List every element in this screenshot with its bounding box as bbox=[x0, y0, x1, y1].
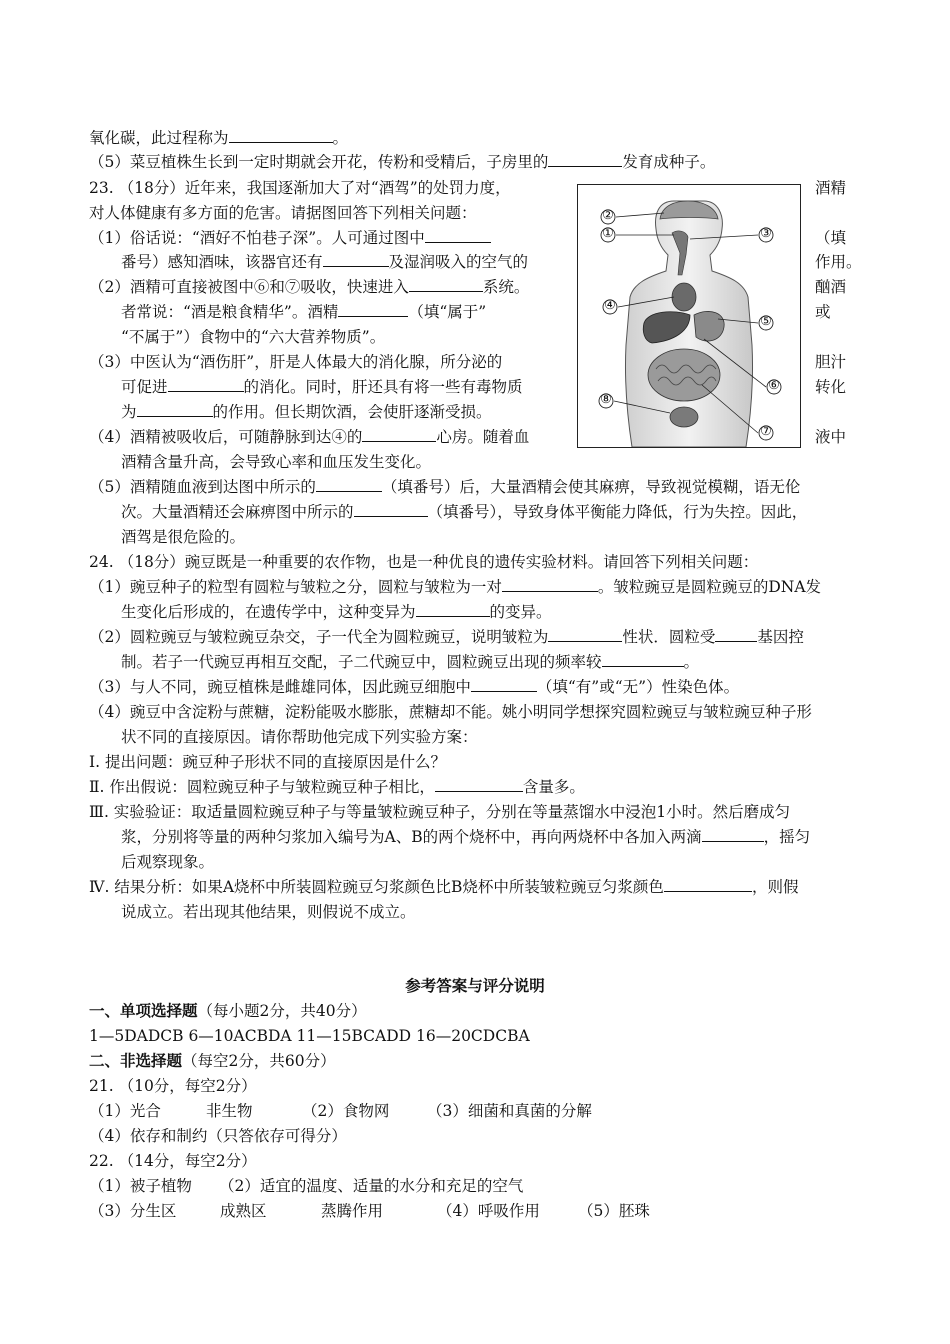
q23-line-8-right: 胆汁 bbox=[815, 353, 847, 371]
q23-line-2: 对人体健康有多方面的危害。请据图回答下列相关问题： bbox=[89, 204, 477, 222]
section-1-heading bbox=[89, 1001, 367, 1021]
text: 一、单项选择题 bbox=[89, 1001, 198, 1020]
q24-line-14 bbox=[89, 877, 798, 897]
text: （4）酒精被吸收后，可随静脉到达④的 bbox=[89, 428, 363, 446]
label-3: ③ bbox=[760, 226, 772, 241]
text: 可促进 bbox=[121, 378, 168, 396]
text: 。 bbox=[683, 653, 700, 671]
q22-answer-5: 蒸腾作用 bbox=[321, 1202, 384, 1220]
q23-line-10 bbox=[121, 402, 492, 422]
text: 二、非选择题 bbox=[89, 1051, 183, 1070]
text: 氧化碳，此过程称为 bbox=[89, 129, 229, 147]
text: Ⅳ. 结果分析：如果A烧杯中所装圆粒豌豆匀浆颜色比B烧杯中所装皱粒豌豆匀浆颜色 bbox=[89, 878, 664, 896]
answer-blank bbox=[548, 627, 622, 642]
text: （5）酒精随血液到达图中所示的 bbox=[89, 478, 316, 496]
q24-line-3 bbox=[121, 602, 552, 622]
q23-line-1: 23. （18分）近年来，我国逐渐加大了对“酒驾”的处罚力度， bbox=[89, 179, 511, 197]
q23-line-3 bbox=[89, 228, 491, 248]
answer-blank bbox=[664, 877, 752, 892]
q23-line-4 bbox=[121, 252, 528, 272]
text: 生变化后形成的，在遗传学中，这种变异为 bbox=[121, 603, 416, 621]
label-7: ⑦ bbox=[760, 424, 772, 439]
text: （填番号），导致身体平衡能力降低，行为失控。因此， bbox=[427, 503, 808, 521]
q22-answer-7: （5）胚珠 bbox=[578, 1202, 650, 1220]
q23-line-13 bbox=[89, 477, 800, 497]
label-4: ④ bbox=[604, 298, 616, 313]
q22-heading: 22. （14分，每空2分） bbox=[89, 1152, 257, 1170]
answer-blank bbox=[471, 677, 537, 692]
q21-answer-1: （1）光合 bbox=[89, 1102, 161, 1120]
answer-blank bbox=[702, 827, 764, 842]
text: 为 bbox=[121, 403, 137, 421]
q24-line-8: 状不同的直接原因。请你帮助他完成下列实验方案： bbox=[121, 728, 478, 746]
text: 浆，分别将等量的两种匀浆加入编号为A、B的两个烧杯中，再向两烧杯中各加入两滴 bbox=[121, 828, 702, 846]
text: 次。大量酒精还会麻痹图中所示的 bbox=[121, 503, 354, 521]
label-5: ⑤ bbox=[760, 314, 772, 329]
label-6: ⑥ bbox=[768, 378, 780, 393]
text: （每空2分，共60分） bbox=[182, 1052, 336, 1070]
section-2-heading bbox=[89, 1051, 336, 1071]
answers-title: 参考答案与评分说明 bbox=[405, 976, 545, 995]
q22-answer-4: 成熟区 bbox=[220, 1202, 267, 1220]
q23-line-6-right: 或 bbox=[815, 303, 831, 321]
q22-answer-3: （3）分生区 bbox=[89, 1202, 177, 1220]
answer-blank bbox=[602, 652, 684, 667]
q24-line-7: （4）豌豆中含淀粉与蔗糖，淀粉能吸水膨胀，蔗糖却不能。姚小明同学想探究圆粒豌豆与皱粒豌豆种子形 bbox=[89, 703, 812, 721]
answer-blank bbox=[425, 228, 491, 243]
label-8: ⑧ bbox=[600, 392, 612, 407]
q24-line-12 bbox=[121, 827, 810, 847]
text: 者常说：“酒是粮食精华”。酒精 bbox=[121, 303, 339, 321]
q23-line-11 bbox=[89, 427, 529, 447]
q23-line-5-right: 酗酒 bbox=[815, 278, 847, 296]
q24-line-9: Ⅰ. 提出问题：豌豆种子形状不同的直接原因是什么？ bbox=[89, 753, 446, 771]
text: （填“有”或“无”）性染色体。 bbox=[536, 678, 740, 696]
text: 制。若子一代豌豆再相互交配，子二代豌豆中，圆粒豌豆出现的频率较 bbox=[121, 653, 602, 671]
answer-blank bbox=[362, 427, 436, 442]
text: （填“属于” bbox=[408, 303, 487, 321]
q24-line-13: 后观察现象。 bbox=[121, 853, 215, 871]
q22-answer-2: （2）适宜的温度、适量的水分和充足的空气 bbox=[219, 1177, 524, 1195]
text: 。皱粒豌豆是圆粒豌豆的DNA发 bbox=[597, 578, 822, 596]
answer-blank bbox=[338, 302, 408, 317]
answer-blank bbox=[137, 402, 213, 417]
section-1-keys: 1—5DADCB 6—10ACBDA 11—15BCADD 16—20CDCBA bbox=[89, 1027, 530, 1045]
q21-answer-5: （4）依存和制约（只答依存可得分） bbox=[89, 1127, 347, 1145]
answer-blank bbox=[168, 377, 244, 392]
answer-blank bbox=[715, 627, 757, 642]
text: （5）菜豆植株生长到一定时期就会开花，传粉和受精后，子房里的 bbox=[89, 153, 549, 171]
text: 含量多。 bbox=[522, 778, 585, 796]
answer-blank bbox=[316, 477, 382, 492]
text: 的消化。同时，肝还具有将一些有毒物质 bbox=[243, 378, 523, 396]
text: （1）俗话说：“酒好不怕巷子深”。人可通过图中 bbox=[89, 229, 425, 247]
q23-line-1-right: 酒精 bbox=[815, 179, 847, 197]
q21-answer-4: （3）细菌和真菌的分解 bbox=[427, 1102, 592, 1120]
q23-line-12: 酒精含量升高，会导致心率和血压发生变化。 bbox=[121, 453, 432, 471]
q22-answer-6: （4）呼吸作用 bbox=[437, 1202, 540, 1220]
q23-line-15: 酒驾是很危险的。 bbox=[121, 528, 246, 546]
text: （2）圆粒豌豆与皱粒豌豆杂交，子一代全为圆粒豌豆，说明皱粒为 bbox=[89, 628, 549, 646]
q21-answer-3: （2）食物网 bbox=[302, 1102, 390, 1120]
text: ，摇匀 bbox=[763, 828, 811, 846]
q22-line-2 bbox=[89, 152, 715, 172]
answer-blank bbox=[548, 152, 622, 167]
text: （2）酒精可直接被图中⑥和⑦吸收，快速进入 bbox=[89, 278, 409, 296]
q24-line-5 bbox=[121, 652, 699, 672]
q24-line-15: 说成立。若出现其他结果，则假说不成立。 bbox=[121, 903, 416, 921]
answer-blank bbox=[323, 252, 389, 267]
answer-blank bbox=[502, 577, 598, 592]
text: Ⅱ. 作出假说：圆粒豌豆种子与皱粒豌豆种子相比， bbox=[89, 778, 435, 796]
text: （每小题2分，共40分） bbox=[197, 1002, 367, 1020]
q23-line-4-right: 作用。 bbox=[815, 253, 862, 271]
q23-line-7: “不属于”）食物中的“六大营养物质”。 bbox=[121, 328, 386, 346]
answer-blank bbox=[416, 602, 490, 617]
answer-blank bbox=[354, 502, 428, 517]
q23-line-8: （3）中医认为“酒伤肝”，肝是人体最大的消化腺，所分泌的 bbox=[89, 353, 503, 371]
text: 性状．圆粒受 bbox=[622, 628, 716, 646]
label-1: ① bbox=[602, 226, 614, 241]
q23-line-5 bbox=[89, 277, 529, 297]
text: 系统。 bbox=[482, 278, 530, 296]
q22-line-1 bbox=[89, 128, 348, 148]
text: 番号）感知酒味，该器官还有 bbox=[121, 253, 323, 271]
answer-blank bbox=[409, 277, 483, 292]
text: （填番号）后，大量酒精会使其麻痹，导致视觉模糊，语无伦 bbox=[381, 478, 801, 496]
q23-line-9-right: 转化 bbox=[815, 378, 847, 396]
text: （1）豌豆种子的粒型有圆粒与皱粒之分，圆粒与皱粒为一对 bbox=[89, 578, 502, 596]
text: 的变异。 bbox=[489, 603, 552, 621]
q23-line-9 bbox=[121, 377, 523, 397]
text: ，则假 bbox=[751, 878, 799, 896]
answer-blank bbox=[435, 777, 523, 792]
q24-line-4 bbox=[89, 627, 804, 647]
text: 发育成种子。 bbox=[622, 153, 716, 171]
text: 的作用。但长期饮酒，会使肝逐渐受损。 bbox=[212, 403, 492, 421]
human-body-diagram bbox=[577, 184, 801, 448]
q24-line-1: 24. （18分）豌豆既是一种重要的农作物，也是一种优良的遗传实验材料。请回答下列相关问题： bbox=[89, 553, 759, 571]
text: 及湿润吸入的空气的 bbox=[388, 253, 529, 271]
q24-line-11: Ⅲ. 实验验证：取适量圆粒豌豆种子与等量皱粒豌豆种子，分别在等量蒸馏水中浸泡1小时。然后磨成匀 bbox=[89, 803, 791, 821]
q23-line-14 bbox=[121, 502, 807, 522]
text: 基因控 bbox=[757, 628, 804, 646]
q23-line-3-right: （填 bbox=[815, 229, 847, 247]
text: 。 bbox=[332, 129, 349, 147]
answer-blank bbox=[229, 128, 333, 143]
q21-heading: 21. （10分，每空2分） bbox=[89, 1077, 257, 1095]
q23-line-6 bbox=[121, 302, 486, 322]
text: （3）与人不同，豌豆植株是雌雄同体，因此豌豆细胞中 bbox=[89, 678, 471, 696]
q24-line-2 bbox=[89, 577, 821, 597]
q23-line-11-right: 液中 bbox=[815, 428, 847, 446]
q24-line-6 bbox=[89, 677, 739, 697]
q22-answer-1: （1）被子植物 bbox=[89, 1177, 192, 1195]
q21-answer-2: 非生物 bbox=[206, 1102, 253, 1120]
label-2: ② bbox=[602, 208, 614, 223]
q24-line-10 bbox=[89, 777, 585, 797]
text: 心房。随着血 bbox=[436, 428, 530, 446]
